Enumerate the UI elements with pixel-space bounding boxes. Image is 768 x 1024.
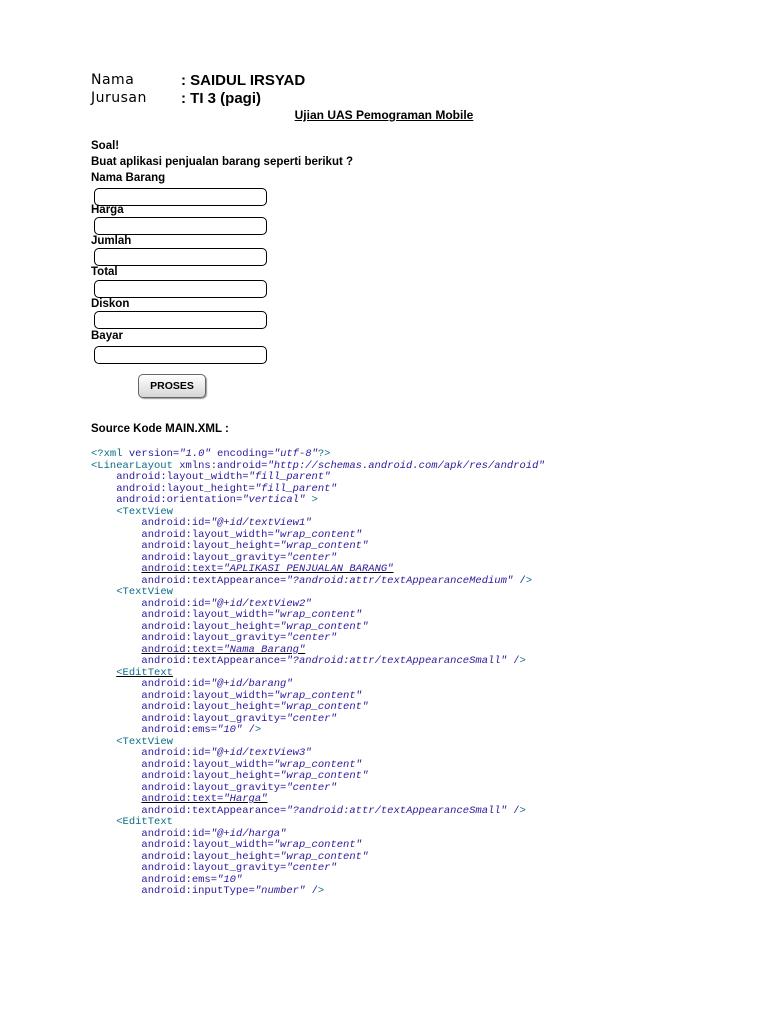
- code-line: <TextView: [116, 586, 173, 598]
- code-line: <TextView: [116, 505, 173, 518]
- code-line: <LinearLayout xmlns:android="http://schemas.android.com/apk/res/android": [91, 459, 545, 472]
- field-label-diskon: Diskon: [91, 298, 130, 310]
- code-line: android:id="@+id/textView2": [141, 597, 312, 610]
- diskon-input[interactable]: [94, 311, 267, 329]
- code-line: android:id="@+id/textView3": [141, 747, 312, 759]
- code-line: android:id="@+id/textView1": [141, 517, 312, 529]
- code-line: android:layout_height="wrap_content": [141, 620, 369, 633]
- jurusan-value: : TI 3 (pagi): [181, 90, 261, 107]
- jurusan-label: Jurusan: [91, 90, 147, 106]
- soal-label: Soal!: [91, 140, 120, 152]
- code-line: android:layout_width="wrap_content": [141, 528, 362, 541]
- field-label-jumlah: Jumlah: [91, 235, 132, 247]
- field-label-bayar: Bayar: [91, 330, 123, 342]
- code-line: android:layout_height="wrap_content": [141, 850, 369, 863]
- code-line: android:orientation="vertical" >: [116, 494, 318, 506]
- code-line: android:layout_height="fill_parent": [116, 482, 337, 495]
- code-line: android:layout_height="wrap_content": [141, 540, 369, 552]
- nama-value: : SAIDUL IRSYAD: [181, 72, 306, 89]
- code-line: android:layout_height="wrap_content": [141, 701, 369, 713]
- code-line: android:text="Harga": [141, 793, 268, 805]
- code-line: android:layout_gravity="center": [141, 551, 337, 564]
- source-title: Source Kode MAIN.XML :: [91, 423, 229, 435]
- code-line: <?xml version="1.0" encoding="utf-8"?>: [91, 448, 331, 460]
- bayar-input[interactable]: [94, 346, 267, 364]
- code-line: android:ems="10": [141, 873, 243, 886]
- code-line: android:layout_gravity="center": [141, 712, 337, 725]
- code-line: android:inputType="number" />: [141, 885, 325, 897]
- code-line: android:textAppearance="?android:attr/textAppearanceSmall" />: [141, 655, 526, 667]
- code-line: android:id="@+id/barang": [141, 678, 293, 690]
- code-line: android:textAppearance="?android:attr/textAppearanceMedium" />: [141, 574, 533, 587]
- code-line: android:layout_gravity="center": [141, 781, 337, 794]
- page-title: Ujian UAS Pemograman Mobile: [294, 108, 474, 122]
- code-line: android:text="Nama Barang": [141, 643, 306, 656]
- code-line: android:layout_width="wrap_content": [141, 689, 362, 702]
- proses-button[interactable]: PROSES: [138, 374, 206, 398]
- field-label-nama-barang: Nama Barang: [91, 172, 166, 184]
- field-label-harga: Harga: [91, 204, 124, 216]
- question-text: Buat aplikasi penjualan barang seperti berikut ?: [91, 156, 354, 168]
- code-line: android:layout_width="wrap_content": [141, 609, 362, 621]
- harga-input[interactable]: [94, 217, 267, 235]
- code-block: [91, 449, 545, 898]
- total-input[interactable]: [94, 280, 267, 298]
- code-line: android:layout_width="wrap_content": [141, 758, 362, 771]
- code-line: android:text="APLIKASI PENJUALAN BARANG": [141, 563, 394, 575]
- code-line: <EditText: [116, 816, 173, 828]
- code-line: <TextView: [116, 735, 173, 748]
- code-line: android:layout_width="fill_parent": [116, 471, 331, 483]
- jumlah-input[interactable]: [94, 248, 267, 266]
- code-line: android:layout_gravity="center": [141, 632, 337, 644]
- code-line: android:ems="10" />: [141, 724, 262, 736]
- code-line: android:id="@+id/harga": [141, 827, 287, 840]
- field-label-total: Total: [91, 266, 118, 278]
- code-line: android:layout_width="wrap_content": [141, 839, 362, 851]
- code-line: android:layout_height="wrap_content": [141, 770, 369, 782]
- code-line: android:layout_gravity="center": [141, 862, 337, 874]
- nama-label: Nama: [91, 72, 135, 88]
- code-line: android:textAppearance="?android:attr/textAppearanceSmall" />: [141, 804, 526, 817]
- code-line: <EditText: [116, 666, 173, 679]
